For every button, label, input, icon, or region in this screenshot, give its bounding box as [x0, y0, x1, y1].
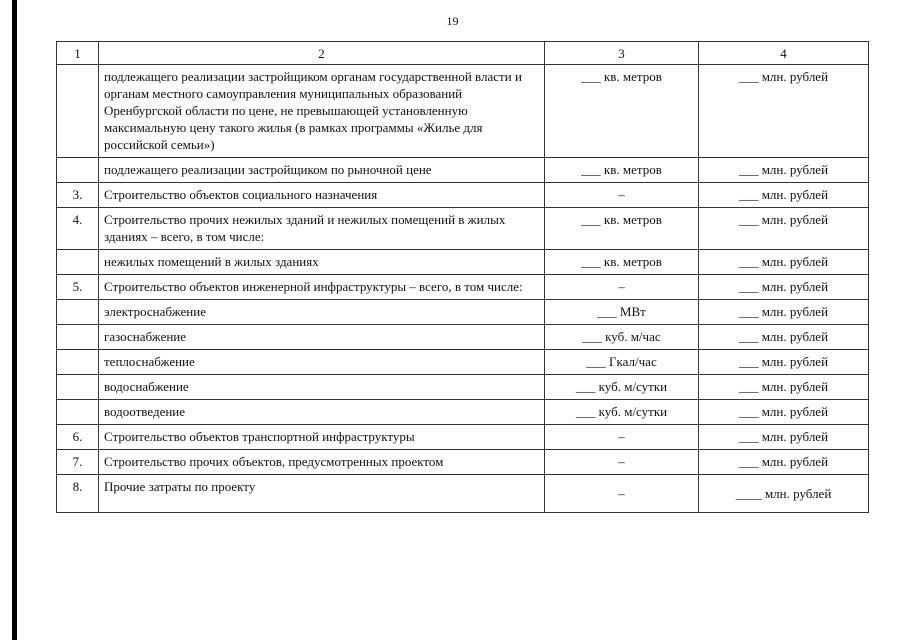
table-row [57, 425, 869, 450]
row-description: Строительство объектов социального назначения [99, 183, 545, 208]
row-unit: – [545, 183, 699, 208]
page-number: 19 [446, 14, 459, 28]
table-row [57, 400, 869, 425]
row-description: теплоснабжение [99, 350, 545, 375]
table-row [57, 300, 869, 325]
row-description: Строительство объектов транспортной инфраструктуры [99, 425, 545, 450]
row-description: газоснабжение [99, 325, 545, 350]
table-row [57, 375, 869, 400]
row-unit: ___ куб. м/час [545, 325, 699, 350]
table-row [57, 275, 869, 300]
row-number: 6. [57, 425, 99, 450]
table-row [57, 475, 869, 513]
row-cost: ___ млн. рублей [699, 450, 869, 475]
row-unit: ___ МВт [545, 300, 699, 325]
row-description: водоотведение [99, 400, 545, 425]
table-row [57, 158, 869, 183]
row-cost: ___ млн. рублей [699, 65, 869, 158]
row-cost: ___ млн. рублей [699, 158, 869, 183]
row-cost: ___ млн. рублей [699, 325, 869, 350]
row-number [57, 375, 99, 400]
table-row [57, 208, 869, 250]
column-header: 2 [99, 42, 545, 65]
row-cost: ___ млн. рублей [699, 183, 869, 208]
row-cost: ___ млн. рублей [699, 350, 869, 375]
cost-table [56, 41, 869, 513]
row-unit: ___ Гкал/час [545, 350, 699, 375]
table-row [57, 250, 869, 275]
row-unit: – [545, 450, 699, 475]
row-unit: ___ кв. метров [545, 158, 699, 183]
row-cost: ___ млн. рублей [699, 425, 869, 450]
row-number: 7. [57, 450, 99, 475]
row-unit: ___ кв. метров [545, 65, 699, 158]
table-row [57, 350, 869, 375]
row-description: Прочие затраты по проекту [99, 475, 545, 513]
row-cost: ___ млн. рублей [699, 250, 869, 275]
row-unit: ___ куб. м/сутки [545, 375, 699, 400]
row-cost: ___ млн. рублей [699, 375, 869, 400]
row-unit: – [545, 475, 699, 513]
table-row [57, 183, 869, 208]
page-edge-bar [12, 0, 17, 640]
row-number [57, 325, 99, 350]
row-description: Строительство прочих нежилых зданий и нежилых помещений в жилых зданиях – всего, в том числе: [99, 208, 545, 250]
row-number [57, 300, 99, 325]
row-number [57, 400, 99, 425]
row-description: подлежащего реализации застройщиком по рыночной цене [99, 158, 545, 183]
row-description: Строительство прочих объектов, предусмотренных проектом [99, 450, 545, 475]
row-description: водоснабжение [99, 375, 545, 400]
row-number [57, 250, 99, 275]
row-number [57, 158, 99, 183]
row-description: нежилых помещений в жилых зданиях [99, 250, 545, 275]
column-header: 1 [57, 42, 99, 65]
row-unit: ___ куб. м/сутки [545, 400, 699, 425]
row-unit: ___ кв. метров [545, 250, 699, 275]
column-header: 4 [699, 42, 869, 65]
row-unit: – [545, 275, 699, 300]
row-number [57, 350, 99, 375]
row-cost: ___ млн. рублей [699, 275, 869, 300]
table-header-row [57, 42, 869, 65]
row-cost: ___ млн. рублей [699, 208, 869, 250]
row-cost: ___ млн. рублей [699, 400, 869, 425]
row-number: 5. [57, 275, 99, 300]
row-number: 4. [57, 208, 99, 250]
table-row [57, 65, 869, 158]
row-number [57, 65, 99, 158]
row-description: Строительство объектов инженерной инфраструктуры – всего, в том числе: [99, 275, 545, 300]
row-unit: – [545, 425, 699, 450]
row-number: 8. [57, 475, 99, 513]
row-description: электроснабжение [99, 300, 545, 325]
row-number: 3. [57, 183, 99, 208]
row-description: подлежащего реализации застройщиком органам государственной власти и органам местного самоуправления муниципальных образований Оренбургской области по цене, не превышающей установленную максимальную цену такого жилья (в рамках программы «Жилье для российской семьи») [99, 65, 545, 158]
column-header: 3 [545, 42, 699, 65]
row-unit: ___ кв. метров [545, 208, 699, 250]
table-row [57, 325, 869, 350]
table-row [57, 450, 869, 475]
row-cost: ____ млн. рублей [699, 475, 869, 513]
row-cost: ___ млн. рублей [699, 300, 869, 325]
